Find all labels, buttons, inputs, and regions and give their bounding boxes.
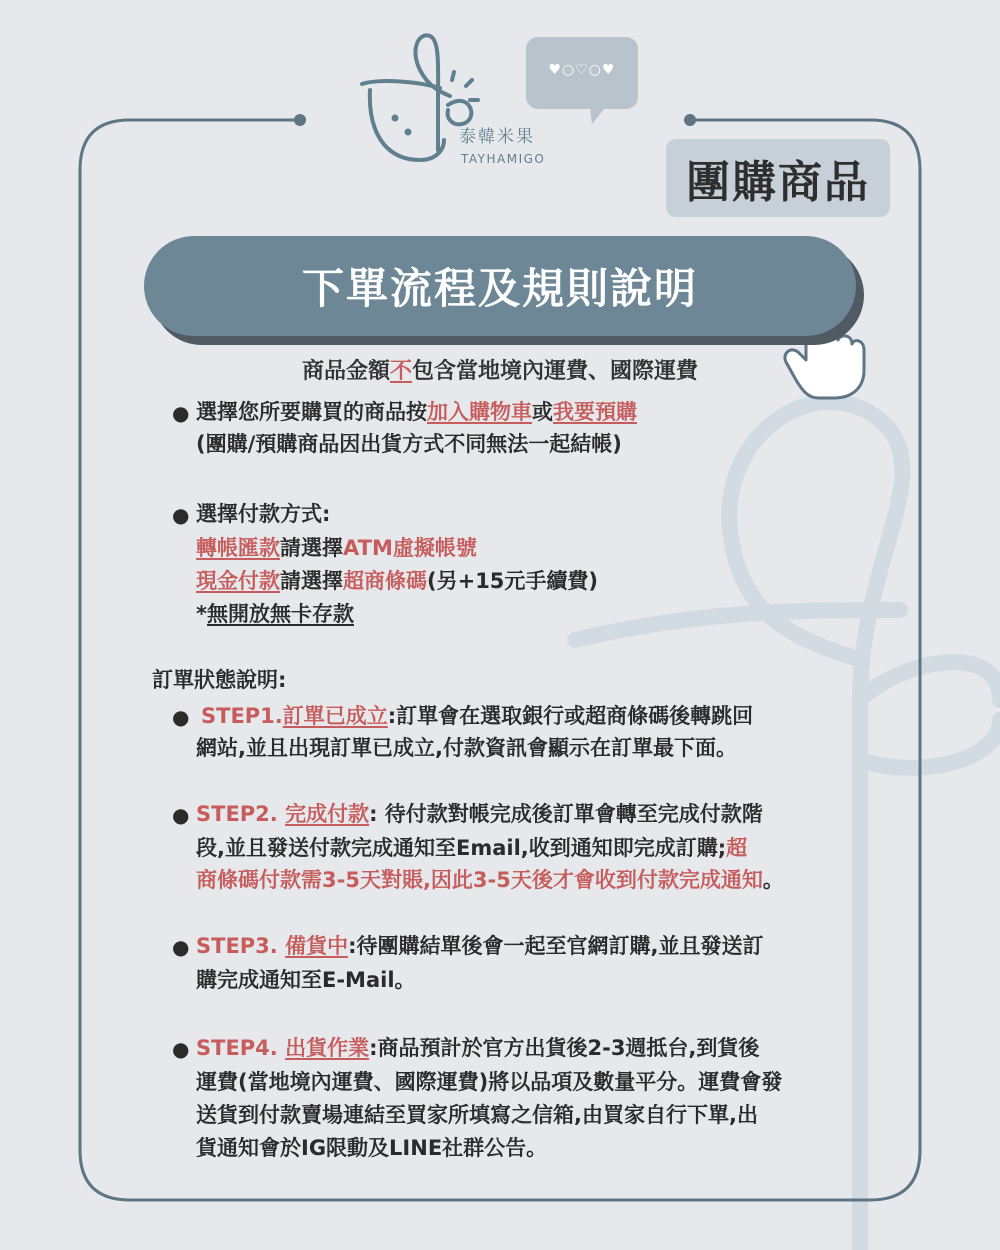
step4-line3: 送貨到付款賣場連結至買家所填寫之信箱,由買家自行下單,出	[196, 1103, 758, 1127]
group-buy-tag: 團購商品	[666, 139, 890, 217]
step4-name: 出貨作業	[285, 1036, 370, 1060]
step4-line4: 貨通知會於IG限動及LINE社群公告。	[196, 1136, 548, 1160]
chat-bubble-icon	[526, 37, 638, 124]
notice-text: 包含當地境內運費、國際運費	[412, 359, 699, 384]
order-status-heading: 訂單狀態說明:	[152, 668, 287, 692]
barcode-label: 超商條碼	[343, 569, 427, 593]
bullet-icon: ●	[172, 705, 190, 729]
step2-highlight: 超	[726, 836, 748, 860]
brand-name-cn: 泰韓米果	[459, 127, 535, 147]
step1-label: STEP1.	[201, 704, 283, 728]
step1-text: :訂單會在選取銀行或超商條碼後轉跳回	[387, 704, 754, 728]
preorder-label: 我要預購	[553, 400, 637, 424]
bullet-icon: ●	[172, 1037, 190, 1061]
cash-label: 現金付款	[196, 569, 280, 593]
step2-line1	[196, 798, 763, 830]
notice-emphasis: 不	[389, 359, 412, 384]
bullet-icon: ●	[172, 503, 190, 527]
step2-highlight: 商條碼付款需3-5天對賬,因此3-5天後才會收到付款完成通知	[196, 868, 763, 892]
note-text: 無開放無卡存款	[206, 602, 354, 626]
step1-line2: 網站,並且出現訂單已成立,付款資訊會顯示在訂單最下面。	[196, 736, 737, 760]
step2-text: 段,並且發送付款完成通知至Email,收到通知即完成訂購;	[196, 836, 727, 860]
shipping-notice	[150, 354, 850, 385]
bullet-icon: ●	[172, 401, 190, 425]
note-prefix: *	[196, 602, 207, 626]
step3-label: STEP3.	[196, 934, 286, 958]
step2-text: : 待付款對帳完成後訂單會轉至完成付款階	[369, 802, 763, 826]
transfer-label: 轉帳匯款	[196, 536, 280, 560]
step3-text: :待團購結單後會一起至官網訂購,並且發送訂	[348, 934, 764, 958]
logo-dot	[392, 115, 399, 122]
payment-option-transfer	[196, 532, 477, 564]
section1-text: 或	[532, 400, 553, 424]
step2-label: STEP2.	[196, 802, 286, 826]
step1-line1	[201, 700, 753, 732]
frame-dot-left	[294, 114, 306, 126]
fee-text: (另+15元手續費)	[427, 569, 599, 593]
step2-line2	[196, 832, 747, 864]
step3-name: 備貨中	[285, 934, 349, 958]
chat-bubble-text: ♥○♡○♥	[548, 62, 616, 78]
bullet-icon: ●	[172, 803, 190, 827]
payment-text: 請選擇	[280, 569, 343, 593]
step3-line2: 購完成通知至E-Mail。	[196, 968, 416, 992]
page-title: 下單流程及規則說明	[144, 236, 856, 336]
section1-text: 選擇您所要購買的商品按	[196, 400, 427, 424]
notice-text: 商品金額	[301, 359, 390, 384]
frame-dot-right	[684, 114, 696, 126]
section1-line1	[196, 396, 637, 428]
step2-name: 完成付款	[285, 802, 370, 826]
step4-label: STEP4.	[196, 1036, 286, 1060]
logo-dot	[405, 129, 412, 136]
section1-line2: (團購/預購商品因出貨方式不同無法一起結帳)	[196, 432, 622, 456]
step1-name: 訂單已成立	[282, 704, 388, 728]
payment-note	[196, 598, 354, 630]
step2-line3	[196, 864, 784, 896]
step4-line1	[196, 1032, 759, 1064]
payment-heading: 選擇付款方式:	[196, 502, 331, 526]
step4-text: :商品預計於官方出貨後2-3週抵台,到貨後	[369, 1036, 760, 1060]
brand-name-en: TAYHAMIGO	[461, 152, 546, 166]
bullet-icon: ●	[172, 935, 190, 959]
step3-line1	[196, 930, 763, 962]
step4-line2: 運費(當地境內運費、國際運費)將以品項及數量平分。運費會發	[196, 1070, 783, 1094]
add-to-cart-label: 加入購物車	[427, 400, 532, 424]
payment-option-cash	[196, 565, 598, 597]
step2-text: 。	[762, 868, 784, 892]
atm-label: ATM虛擬帳號	[343, 536, 477, 560]
payment-text: 請選擇	[280, 536, 343, 560]
